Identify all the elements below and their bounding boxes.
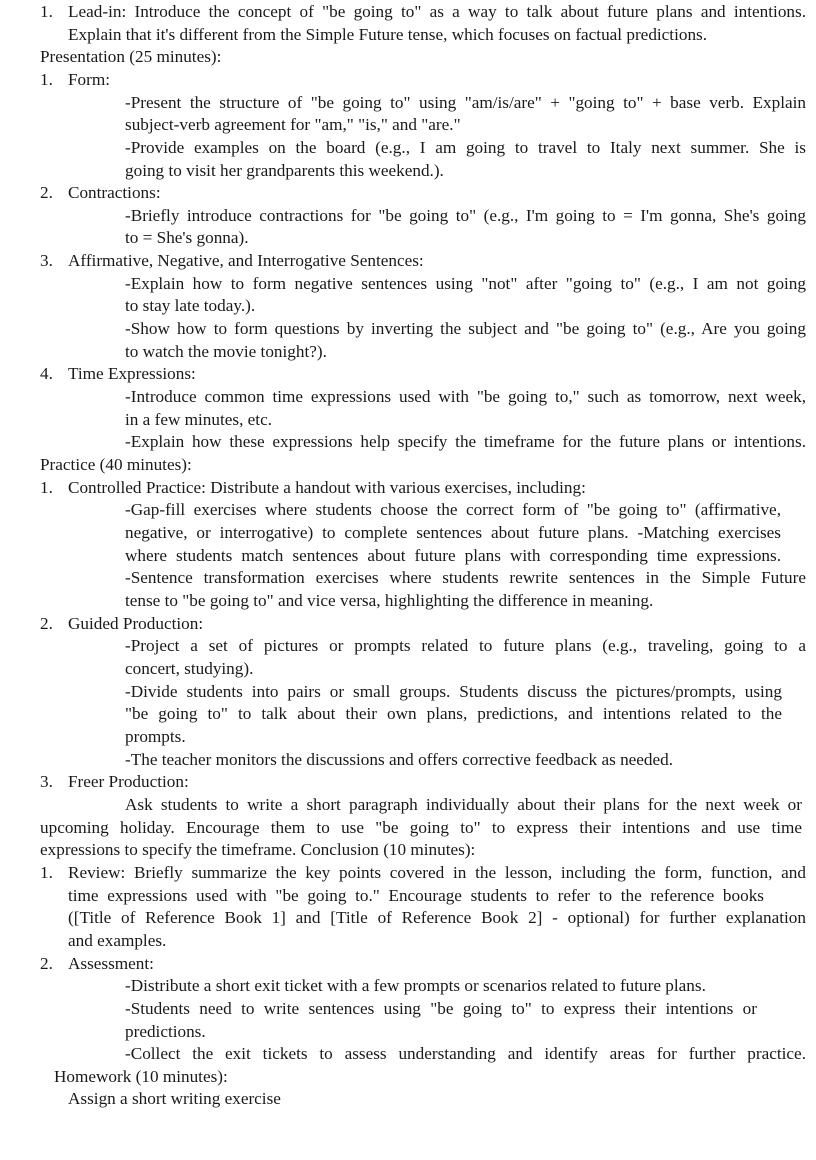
- text-line: ([Title of Reference Book 1] and [Title of Reference Book 2] - optional) for further explanation: [68, 908, 806, 927]
- list-number: 4.: [40, 364, 53, 383]
- text-line: -Students need to write sentences using "be going to" to express their intentions or: [125, 999, 757, 1018]
- list-number: 2.: [40, 183, 53, 202]
- text-line: time expressions used with "be going to." Encourage students to refer to the reference books: [68, 886, 764, 905]
- text-line: to = She's gonna).: [125, 228, 249, 247]
- text-line: Contractions:: [68, 183, 161, 202]
- text-line: subject-verb agreement for "am," "is," and "are.": [125, 115, 461, 134]
- text-line: where students match sentences about future plans with corresponding time expressions.: [125, 546, 781, 565]
- text-line: Form:: [68, 70, 111, 89]
- text-line: Assign a short writing exercise: [68, 1089, 281, 1108]
- text-line: in a few minutes, etc.: [125, 410, 273, 429]
- text-line: negative, or interrogative) to complete sentences about future plans. -Matching exercises: [125, 523, 781, 542]
- list-number: 2.: [40, 954, 53, 973]
- list-number: 2.: [40, 614, 53, 633]
- text-line: tense to "be going to" and vice versa, highlighting the difference in meaning.: [125, 591, 654, 610]
- text-line: Practice (40 minutes):: [40, 455, 192, 474]
- text-line: expressions to specify the timeframe. Conclusion (10 minutes):: [40, 840, 476, 859]
- text-line: -Project a set of pictures or prompts related to future plans (e.g., traveling, going to a: [125, 636, 806, 655]
- text-line: Explain that it's different from the Simple Future tense, which focuses on factual predictions.: [68, 25, 708, 44]
- text-line: Guided Production:: [68, 614, 204, 633]
- text-line: Lead-in: Introduce the concept of "be going to" as a way to talk about future plans and intentions.: [68, 2, 806, 21]
- text-line: -Briefly introduce contractions for "be going to" (e.g., I'm going to = I'm gonna, She's going: [125, 206, 806, 225]
- list-number: 1.: [40, 70, 53, 89]
- text-line: -Show how to form questions by inverting the subject and "be going to" (e.g., Are you going: [125, 319, 806, 338]
- text-line: -Introduce common time expressions used with "be going to," such as tomorrow, next week,: [125, 387, 806, 406]
- text-line: "be going to" to talk about their own plans, predictions, and intentions related to the: [125, 704, 782, 723]
- text-line: -Distribute a short exit ticket with a few prompts or scenarios related to future plans.: [125, 976, 706, 995]
- text-line: -Present the structure of "be going to" using "am/is/are" + "going to" + base verb. Explain: [125, 93, 806, 112]
- text-line: -Divide students into pairs or small groups. Students discuss the pictures/prompts, using: [125, 682, 782, 701]
- text-line: -Provide examples on the board (e.g., I am going to travel to Italy next summer. She is: [125, 138, 806, 157]
- text-line: Ask students to write a short paragraph individually about their plans for the next week or: [125, 795, 802, 814]
- text-line: -Sentence transformation exercises where students rewrite sentences in the Simple Future: [125, 568, 806, 587]
- text-line: -Collect the exit tickets to assess understanding and identify areas for further practice.: [125, 1044, 806, 1063]
- text-line: prompts.: [125, 727, 186, 746]
- text-line: to stay late today.).: [125, 296, 256, 315]
- text-line: Assessment:: [68, 954, 154, 973]
- text-line: -Explain how to form negative sentences using "not" after "going to" (e.g., I am not going: [125, 274, 806, 293]
- text-line: upcoming holiday. Encourage them to use "be going to" to express their intentions and use time: [40, 818, 802, 837]
- text-line: -The teacher monitors the discussions and offers corrective feedback as needed.: [125, 750, 674, 769]
- text-line: going to visit her grandparents this weekend.).: [125, 161, 444, 180]
- text-line: -Explain how these expressions help specify the timeframe for the future plans or intentions.: [125, 432, 806, 451]
- list-number: 3.: [40, 251, 53, 270]
- text-line: Time Expressions:: [68, 364, 196, 383]
- text-line: Freer Production:: [68, 772, 189, 791]
- text-line: Controlled Practice: Distribute a handout with various exercises, including:: [68, 478, 586, 497]
- text-line: and examples.: [68, 931, 167, 950]
- list-number: 3.: [40, 772, 53, 791]
- list-number: 1.: [40, 2, 53, 21]
- text-line: Affirmative, Negative, and Interrogative Sentences:: [68, 251, 424, 270]
- text-line: Presentation (25 minutes):: [40, 47, 222, 66]
- text-line: -Gap-fill exercises where students choose the correct form of "be going to" (affirmative,: [125, 500, 781, 519]
- text-line: Homework (10 minutes):: [54, 1067, 228, 1086]
- text-line: Review: Briefly summarize the key points covered in the lesson, including the form, function, and: [68, 863, 806, 882]
- text-line: concert, studying).: [125, 659, 254, 678]
- list-number: 1.: [40, 863, 53, 882]
- text-line: predictions.: [125, 1022, 206, 1041]
- list-number: 1.: [40, 478, 53, 497]
- text-line: to watch the movie tonight?).: [125, 342, 327, 361]
